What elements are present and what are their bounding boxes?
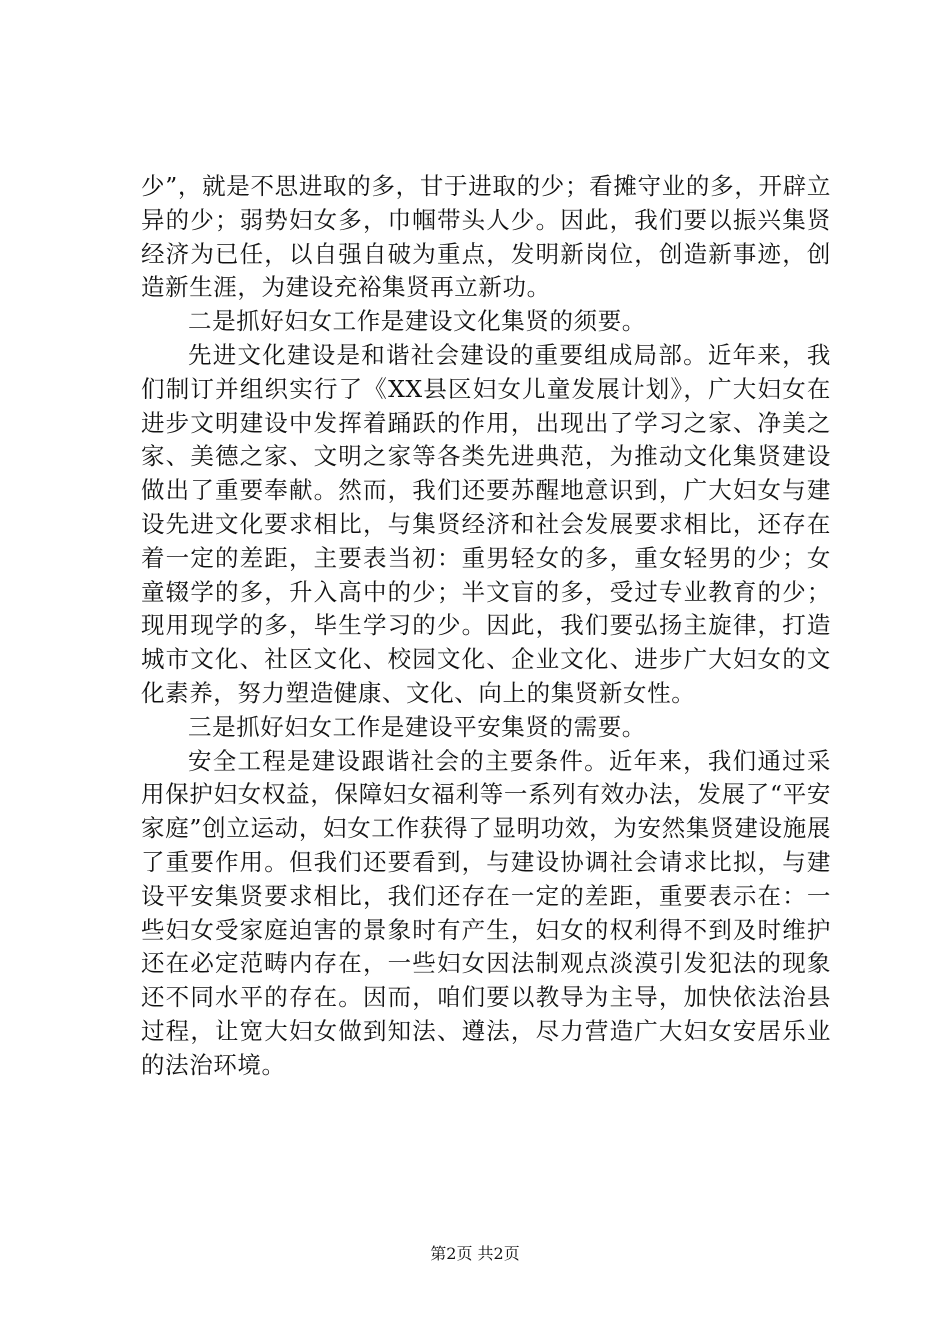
page-number-footer: 第2页 共2页 <box>430 1244 520 1263</box>
paragraph-continuation: 少”，就是不思进取的多，甘于进取的少；看摊守业的多，开辟立异的少；弱势妇女多，巾帼带头人少。因此，我们要以振兴集贤经济为已任，以自强自破为重点，发明新岗位，创造新事迹，创造新生涯，为建设充裕集贤再立新功。 <box>141 172 831 302</box>
document-body <box>141 170 831 1083</box>
paragraph-safety: 安全工程是建设跟谐社会的主要条件。近年来，我们通过采用保护妇女权益，保障妇女福利等一系列有效办法，发展了“平安家庭”创立运动，妇女工作获得了显明功效，为安然集贤建设施展了重要作用。但我们还要看到，与建设协调社会请求比拟，与建设平安集贤要求相比，我们还存在一定的差距，重要表示在：一些妇女受家庭迫害的景象时有产生，妇女的权利得不到及时维护还在必定范畴内存在，一些妇女因法制观点淡漠引发犯法的现象还不同水平的存在。因而，咱们要以教导为主导，加快依法治县过程，让宽大妇女做到知法、遵法，尽力营造广大妇女安居乐业的法治环境。 <box>141 746 831 1079</box>
section-heading-culture: 二是抓好妇女工作是建设文化集贤的须要。 <box>188 307 646 336</box>
paragraph-culture: 先进文化建设是和谐社会建设的重要组成局部。近年来，我们制订并组织实行了《XX县区妇女儿童发展计划》，广大妇女在进步文明建设中发挥着踊跃的作用，出现出了学习之家、净美之家、美德之家、文明之家等各类先进典范，为推动文化集贤建设做出了重要奉献。然而，我们还要苏醒地意识到，广大妇女与建设先进文化要求相比，与集贤经济和社会发展要求相比，还存在着一定的差距，主要表当初：重男轻女的多，重女轻男的少；女童辍学的多，升入高中的少；半文盲的多，受过专业教育的少；现用现学的多，毕生学习的少。因此，我们要弘扬主旋律，打造城市文化、社区文化、校园文化、企业文化、进步广大妇女的文化素养，努力塑造健康、文化、向上的集贤新女性。 <box>141 340 831 707</box>
section-heading-safety: 三是抓好妇女工作是建设平安集贤的需要。 <box>188 712 646 741</box>
